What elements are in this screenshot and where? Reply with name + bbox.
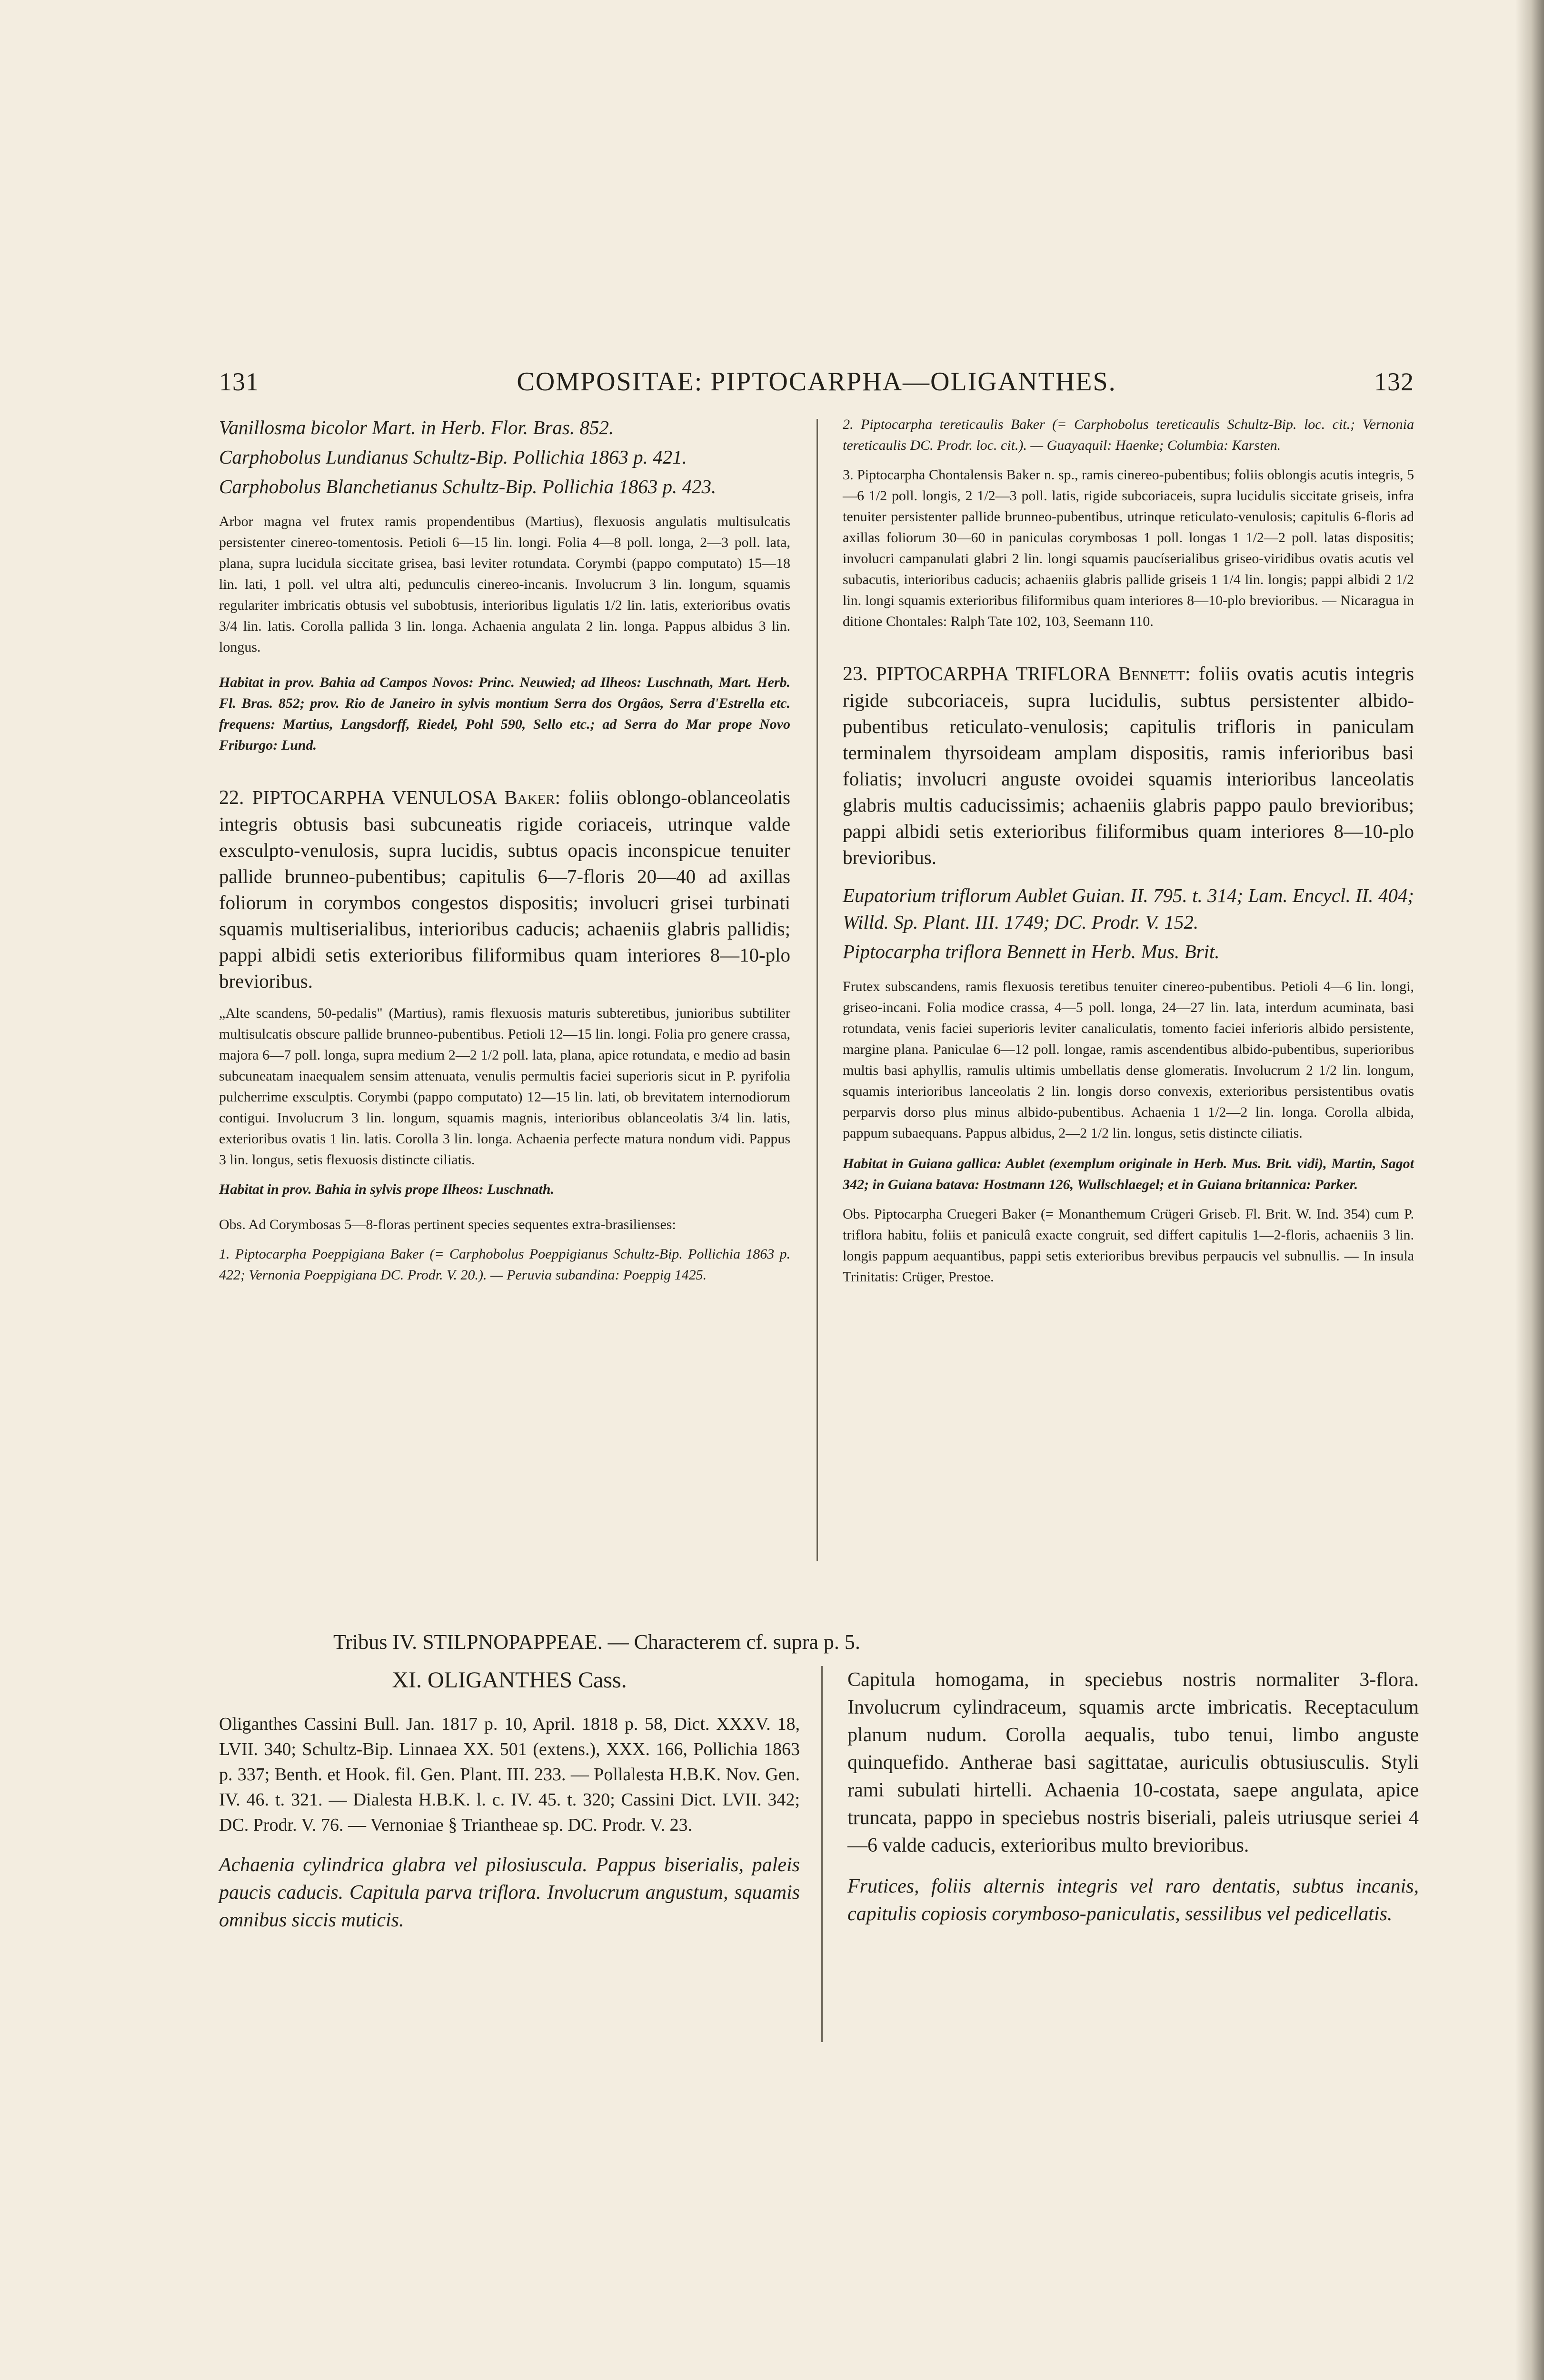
observation-item: 1. Piptocarpha Poeppigiana Baker (= Carphobolus Poeppigianus Schultz-Bip. Pollichia 1863 p. 422; Vernonia Poeppigiana DC. Prodr. V. 20.). — Peruvia subandina: Poeppig 1425. xyxy=(219,1246,790,1283)
running-header xyxy=(219,367,1414,405)
genus-synonymy: Oliganthes Cassini Bull. Jan. 1817 p. 10, April. 1818 p. 58, Dict. XXXV. 18, LVII. 340; Schultz-Bip. Linnaea XX. 501 (extens.), XXX. 166, Pollichia 1863 p. 337; Benth. et Hook. fil. Gen. Plant. III. 233. — Pollalesta H.B.K. Nov. Gen. IV. 46. t. 321. — Dialesta H.B.K. l. c. IV. 45. t. 320; Cassini Dict. LVII. 342; DC. Prodr. V. 76. — Vernoniae § Triantheae sp. DC. Prodr. V. 23. xyxy=(219,1714,800,1835)
page-number-left: 131 xyxy=(219,367,259,396)
observation-item: 3. Piptocarpha Chontalensis Baker n. sp., ramis cinereo-pubentibus; foliis oblongis acutis integris, 5—6 1/2 poll. longis, 2 1/2—3 poll. latis, rigide subcoriaceis, supra lucidulis siccitate griseis, infra tenuiter persistenter pallide brunneo-pubentibus, utrinque reticulato-venulosis; capitulis 6-floris ad axillas foliorum 30—60 in paniculas corymbosas 1 poll. longas 1 1/2—2 poll. latas dispositis; involucri campanulati glabri 2 lin. longi squamis paucíserialibus griseo-viridibus ovatis acutis vel subacutis, interioribus caducis; achaeniis glabris pallide griseis 1 1/4 lin. longis; pappi albidi 2 1/2 lin. longi squamis exterioribus filiformibus quam interiores 8—10-plo brevioribus. — Nicaragua in ditione Chontales: Ralph Tate 102, 103, Seemann 110. xyxy=(843,467,1414,629)
description: Frutex subscandens, ramis flexuosis teretibus tenuiter cinereo-pubentibus. Petioli 4—6 lin. longi, griseo-incani. Folia modice crassa, 4—5 poll. longa, 24—27 lin. lata, interdum acuminata, basi rotundata, venis faciei superioris leviter canaliculatis, tomento faciei inferioris albido persistente, margine plana. Paniculae 6—12 poll. longae, ramis ascendentibus albido-pubentibus, superioribus multis basi aphyllis, ramulis ultimis umbellatis dense glomeratis. Involucrum 2 1/2 lin. longum, squamis interioribus lanceolatis 2 lin. longis dorso convexis, exterioribus persistentibus ovatis perparvis dorso plus minus albido-pubentibus. Achaenia 1 1/2—2 lin. longa. Corolla albida, pappum subaequans. Pappus albidus, 2—2 1/2 lin. longus, setis distincte ciliatis. xyxy=(843,979,1414,1141)
genus-short-description: Achaenia cylindrica glabra vel pilosiuscula. Pappus biserialis, paleis paucis caducis. Capitula parva triflora. Involucrum angustum, squamis omnibus siccis muticis. xyxy=(219,1854,800,1931)
observation: Obs. Ad Corymbosas 5—8-floras pertinent species sequentes extra-brasilienses: xyxy=(219,1217,676,1232)
tribus-heading: Tribus IV. STILPNOPAPPEAE. — Characterem cf. supra p. 5. xyxy=(333,1630,860,1654)
column-divider-top xyxy=(817,419,818,1561)
genus-right-column xyxy=(847,1666,1419,1928)
species-author: Baker xyxy=(504,786,555,808)
genus-left-column xyxy=(219,1666,800,1934)
synonym: Piptocarpha triflora Bennett in Herb. Mus. Brit. xyxy=(843,941,1220,962)
description: „Alte scandens, 50-pedalis" (Martius), ramis flexuosis maturis subteretibus, junioribus subtiliter multisulcatis obscure pallide brunneo-pubentibus. Petioli 12—15 lin. longi. Folia pro genere crassa, majora 6—7 poll. longa, supra medium 2—2 1/2 poll. lata, plana, apice rotundata, e medio ad basin subcuneatam inaequalem sensim attenuata, venulis permultis faciei superioris sicut in P. pyrifolia pulcherrime exsculptis. Corymbi (pappo computato) 12—15 lin. lati, ob brevitatem internodiorum contigui. Involucrum 3 lin. longum, squamis magnis, interioribus oblanceolatis 3/4 lin. latis, exterioribus ovatis 1 lin. latis. Corolla 3 lin. longa. Achaenia perfecte matura nondum vidi. Pappus 3 lin. longus, setis flexuosis distincte ciliatis. xyxy=(219,1005,790,1168)
habitat: Habitat in prov. Bahia in sylvis prope Ilheos: Luschnath. xyxy=(219,1181,554,1197)
habitat: Habitat in prov. Bahia ad Campos Novos: Princ. Neuwied; ad Ilheos: Luschnath, Mart. Herb. Fl. Bras. 852; prov. Rio de Janeiro in sylvis montium Serra dos Orgâos, Serra d'Estrella etc. frequens: Martius, Langsdorff, Riedel, Pohl 590, Sello etc.; ad Serra do Mar prope Novo Friburgo: Lund. xyxy=(219,674,790,753)
species-number: 23. xyxy=(843,663,868,685)
species-diagnosis-text: : foliis oblongo-oblanceolatis integris obtusis basi subcuneatis rigide coriaceis, utrinque valde exsculpto-venulosis, supra lucidis, subtus opacis inconspicue tenuiter pallide brunneo-pubentibus; capitulis 6—7-floris 20—40 ad axillas foliorum in corymbos congestos dispositis; involucri grisei turbinati squamis multiserialibus, interioribus caducis; achaeniis glabris pallidis; pappi albidi setis exterioribus filiformibus quam interiores 8—10-plo brevioribus. xyxy=(219,786,791,992)
species-diagnosis xyxy=(219,784,790,994)
species-name: PIPTOCARPHA VENULOSA xyxy=(252,786,497,808)
column-divider-bottom xyxy=(821,1666,823,2042)
page-number-right: 132 xyxy=(1374,367,1414,396)
running-title: COMPOSITAE: PIPTOCARPHA—OLIGANTHES. xyxy=(517,367,1116,397)
page-edge-shadow xyxy=(1515,0,1544,2380)
left-column xyxy=(219,414,790,1294)
observation: Obs. Piptocarpha Cruegeri Baker (= Monanthemum Crügeri Griseb. Fl. Brit. W. Ind. 354) cum P. triflora habitu, foliis et paniculâ exacte congruit, sed differt capitulis 1—2-floris, achaeniis 3 lin. longis pappum aequantibus, pappi setis exterioribus brevibus perpaucis vel subnullis. — In insula Trinitatis: Crüger, Prestoe. xyxy=(843,1206,1414,1285)
species-number: 22. xyxy=(219,787,244,809)
habitat: Habitat in Guiana gallica: Aublet (exemplum originale in Herb. Mus. Brit. vidi), Martin, Sagot 342; in Guiana batava: Hostmann 126, Wullschlaegel; et in Guiana britannica: Parker. xyxy=(843,1156,1414,1192)
genus-title: XI. OLIGANTHES Cass. xyxy=(392,1667,627,1693)
genus-description: Capitula homogama, in speciebus nostris normaliter 3-flora. Involucrum cylindraceum, squamis arcte imbricatis. Receptaculum planum nudum. Corolla aequalis, tubo tenui, limbo anguste quinquefido. Antherae basi sagittatae, auriculis obtusiusculis. Styli rami subulati hirtelli. Achaenia 10-costata, saepe angulata, apice truncata, pappo in speciebus nostris biseriali, paleis utriusque seriei 4—6 valde caducis, exterioribus multo brevioribus. xyxy=(847,1669,1419,1856)
observation-item: 2. Piptocarpha tereticaulis Baker (= Carphobolus tereticaulis Schultz-Bip. loc. cit.; Vernonia tereticaulis DC. Prodr. loc. cit.). — Guayaquil: Haenke; Columbia: Karsten. xyxy=(843,416,1414,453)
species-diagnosis xyxy=(843,661,1414,871)
description: Arbor magna vel frutex ramis propendentibus (Martius), flexuosis angulatis multisulcatis persistenter cinereo-tomentosis. Petioli 6—15 lin. longi. Folia 4—8 poll. longa, 2—3 poll. lata, plana, supra lucidula siccitate grisea, basi leviter rotundata. Corymbi (pappo computato) 15—18 lin. lati, 1 poll. vel ultra alti, pedunculis cinereo-incanis. Involucrum 3 lin. longum, squamis regulariter imbricatis obtusis vel subobtusis, interioribus ligulatis 1/2 lin. latis, exterioribus ovatis 3/4 lin. latis. Corolla pallida 3 lin. longa. Achaenia angulata 2 lin. longa. Pappus albidus 3 lin. longus. xyxy=(219,514,790,655)
synonym: Vanillosma bicolor Mart. in Herb. Flor. Bras. 852. xyxy=(219,416,614,438)
genus-habit: Frutices, foliis alternis integris vel raro dentatis, subtus incanis, capitulis copiosis corymboso-paniculatis, sessilibus vel pedicellatis. xyxy=(847,1875,1419,1925)
species-author: Bennett xyxy=(1118,663,1185,684)
species-name: PIPTOCARPHA TRIFLORA xyxy=(876,663,1110,684)
species-diagnosis-text: : foliis ovatis acutis integris rigide subcoriaceis, supra lucidulis, subtus persistenter albido-pubentibus reticulato-venulosis; capitulis trifloris in paniculam terminalem thyrsoideam amplam dispositis, ramis inferioribus basi foliatis; involucri anguste ovoidei squamis interioribus lanceolatis glabris multis caducissimis; achaeniis glabris pappo paulo brevioribus; pappi albidi setis exterioribus filiformibus quam interiores 8—10-plo brevioribus. xyxy=(843,663,1415,868)
synonym: Carphobolus Lundianus Schultz-Bip. Pollichia 1863 p. 421. xyxy=(219,446,687,468)
right-column xyxy=(843,414,1414,1296)
synonym: Eupatorium triflorum Aublet Guian. II. 795. t. 314; Lam. Encycl. II. 404; Willd. Sp. Plant. III. 1749; DC. Prodr. V. 152. xyxy=(843,884,1414,933)
synonym: Carphobolus Blanchetianus Schultz-Bip. Pollichia 1863 p. 423. xyxy=(219,476,717,497)
